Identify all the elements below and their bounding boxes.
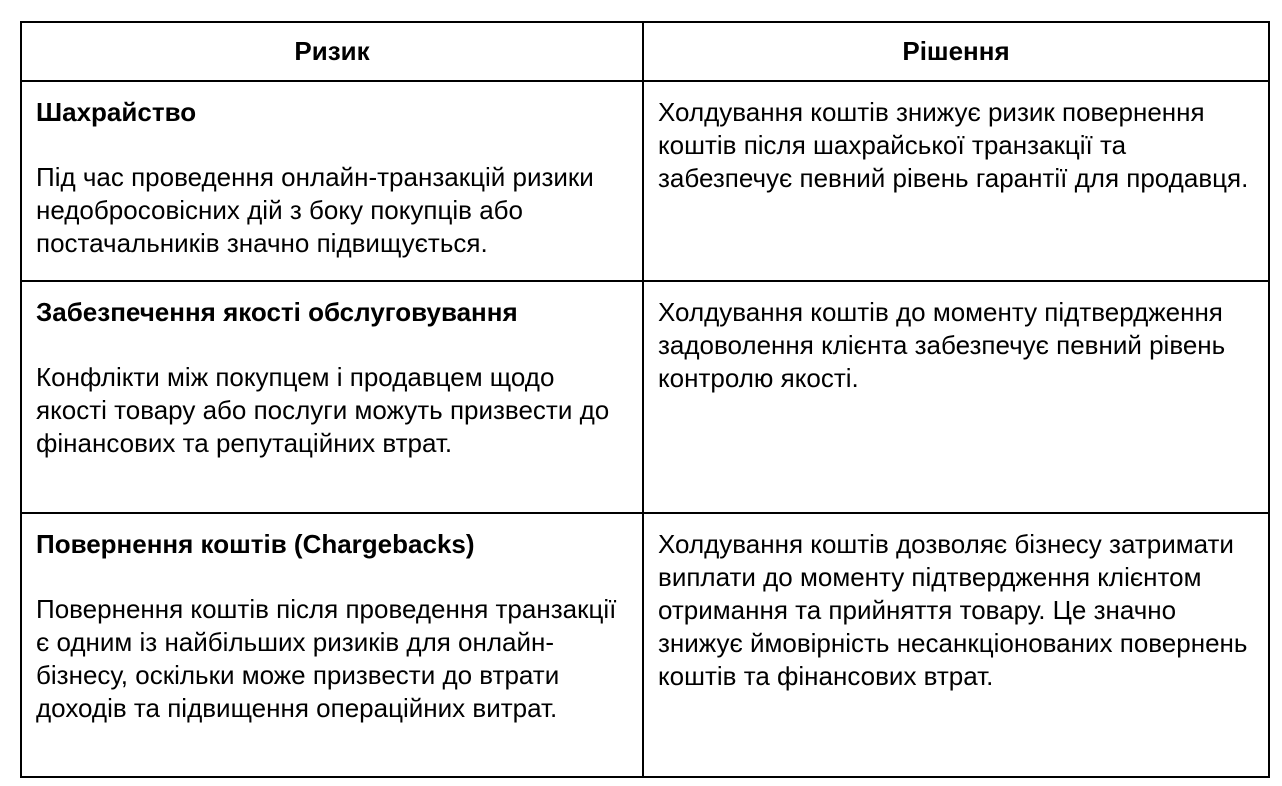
solution-text: Холдування коштів дозволяє бізнесу затримати виплати до моменту підтвердження клієнтом отримання та прийняття товару. Це значно знижує ймовірність несанкціонованих повернень коштів та фінансових втрат. (658, 529, 1248, 691)
risk-title: Повернення коштів (Chargebacks) (36, 529, 475, 559)
solution-cell (643, 513, 1269, 777)
risk-description: Повернення коштів після проведення транзакції є одним із найбільших ризиків для онлайн-бізнесу, оскільки може призвести до втрати доходів та підвищення операційних витрат. (36, 594, 617, 723)
header-risk: Ризик (21, 22, 643, 81)
table-row (21, 81, 1269, 281)
header-solution: Рішення (643, 22, 1269, 81)
risk-cell (21, 513, 643, 777)
table-row (21, 281, 1269, 513)
risk-cell (21, 81, 643, 281)
solution-text: Холдування коштів до моменту підтвердження задоволення клієнта забезпечує певний рівень контролю якості. (658, 297, 1226, 393)
risk-solution-table (20, 21, 1270, 778)
table-header-row (21, 22, 1269, 81)
risk-description: Конфлікти між покупцем і продавцем щодо якості товару або послуги можуть призвести до фінансових та репутаційних втрат. (36, 362, 610, 458)
solution-cell (643, 81, 1269, 281)
risk-description: Під час проведення онлайн-транзакцій ризики недобросовісних дій з боку покупців або постачальників значно підвищується. (36, 162, 594, 258)
risk-cell (21, 281, 643, 513)
risk-title: Шахрайство (36, 97, 197, 127)
solution-cell (643, 281, 1269, 513)
table-row (21, 513, 1269, 777)
risk-title: Забезпечення якості обслуговування (36, 297, 518, 327)
solution-text: Холдування коштів знижує ризик повернення коштів після шахрайської транзакції та забезпечує певний рівень гарантії для продавця. (658, 97, 1249, 193)
